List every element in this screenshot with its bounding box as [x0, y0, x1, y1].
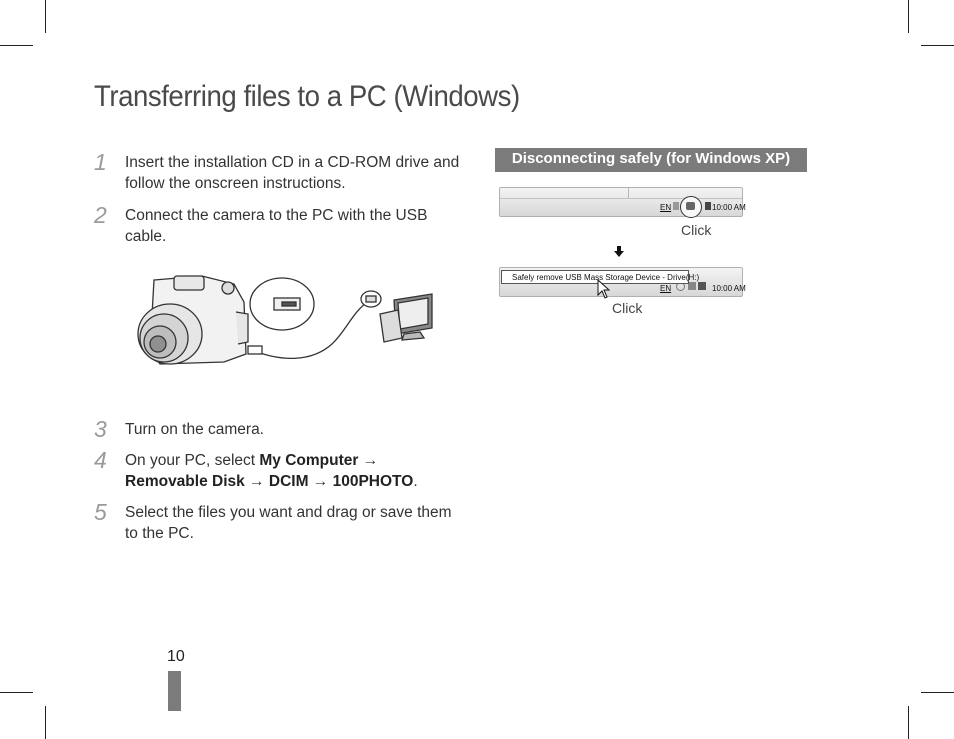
language-indicator: EN — [660, 284, 672, 293]
clock: 10:00 AM — [712, 284, 746, 293]
page-tab-marker — [168, 671, 181, 711]
crop-mark — [45, 706, 46, 739]
step-number: 2 — [94, 202, 107, 228]
tray-icon — [698, 282, 706, 290]
step-number: 1 — [94, 149, 107, 175]
crop-mark — [0, 692, 33, 693]
path-removable-disk: Removable Disk — [125, 472, 245, 490]
crop-mark — [921, 692, 954, 693]
step-text-suffix: . — [413, 472, 418, 490]
step-text: Connect the camera to the PC with the USB cable. — [125, 207, 428, 245]
camera-lens — [138, 304, 202, 364]
crop-mark — [908, 706, 909, 739]
crop-mark — [45, 0, 46, 33]
pc-tower-icon — [380, 310, 402, 342]
path-arrow: → — [358, 452, 379, 469]
arrow-down-icon — [614, 246, 624, 258]
path-100photo: 100PHOTO — [332, 472, 414, 490]
crop-mark — [921, 45, 954, 46]
click-label: Click — [681, 222, 712, 238]
step-text-prefix: On your PC, select — [125, 452, 260, 469]
crop-mark — [908, 0, 909, 33]
camera-flash — [174, 276, 204, 290]
camera-usb-pc-illustration — [132, 262, 442, 382]
step-number: 5 — [94, 499, 107, 525]
step-text: Insert the installation CD in a CD-ROM drive and follow the onscreen instructions. — [125, 154, 460, 192]
step-number: 4 — [94, 447, 107, 473]
path-arrow: → — [244, 472, 269, 490]
path-dcim: DCIM — [268, 472, 309, 490]
language-indicator: EN — [660, 203, 672, 212]
camera-dial — [222, 282, 234, 294]
step-text: Select the files you want and drag or save them to the PC. — [125, 504, 452, 542]
page-title: Transferring files to a PC (Windows) — [94, 80, 520, 113]
page-number: 10 — [167, 648, 185, 665]
crop-mark — [0, 45, 33, 46]
tray-icon — [705, 202, 711, 210]
safely-remove-popup-menu-item[interactable]: Safely remove USB Mass Storage Device - Drive(H:) — [501, 270, 689, 284]
mouse-cursor-icon — [597, 279, 611, 299]
step-text — [125, 451, 465, 492]
clock: 10:00 AM — [712, 203, 746, 212]
path-arrow: → — [308, 472, 333, 490]
path-my-computer: My Computer — [259, 452, 359, 469]
step-text: Turn on the camera. — [125, 421, 264, 438]
step-number: 3 — [94, 416, 107, 442]
safely-remove-hardware-icon[interactable] — [680, 196, 702, 218]
section-header: Disconnecting safely (for Windows XP) — [495, 148, 807, 172]
click-label: Click — [612, 300, 643, 316]
tray-icon — [673, 202, 679, 210]
taskbar-screenshot-1 — [499, 187, 746, 217]
